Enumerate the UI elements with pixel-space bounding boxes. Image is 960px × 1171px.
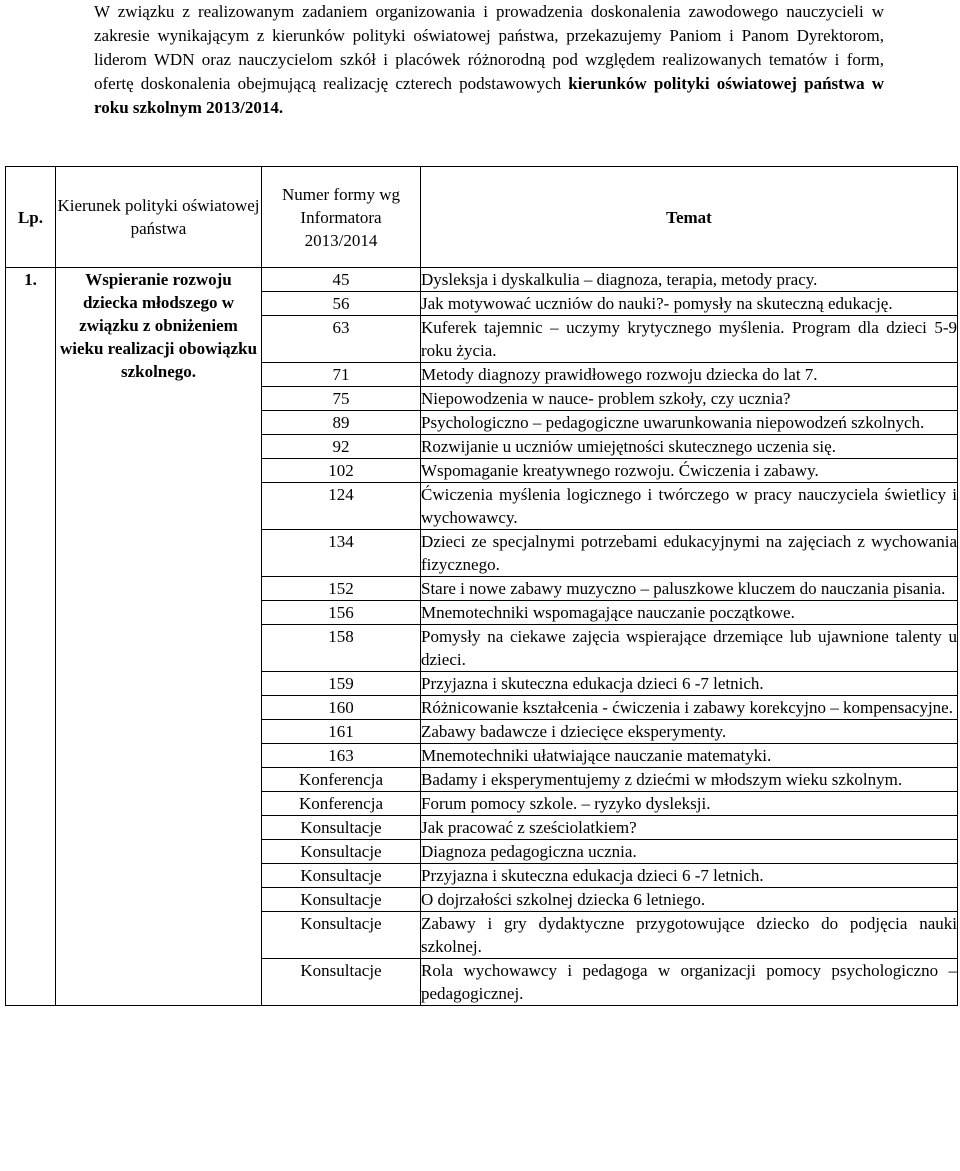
row-temat: Przyjazna i skuteczna edukacja dzieci 6 -7 letnich. [421, 672, 958, 696]
row-numer: 160 [262, 696, 421, 720]
row-numer: 75 [262, 387, 421, 411]
row-temat: Niepowodzenia w nauce- problem szkoły, czy ucznia? [421, 387, 958, 411]
row-temat: Badamy i eksperymentujemy z dziećmi w młodszym wieku szkolnym. [421, 768, 958, 792]
row-numer: 124 [262, 483, 421, 530]
row-temat: O dojrzałości szkolnej dziecka 6 letniego. [421, 888, 958, 912]
row-numer: 163 [262, 744, 421, 768]
section-lp: 1. [6, 268, 56, 1006]
row-numer: Konsultacje [262, 959, 421, 1006]
row-temat: Diagnoza pedagogiczna ucznia. [421, 840, 958, 864]
row-numer: Konferencja [262, 768, 421, 792]
row-temat: Psychologiczno – pedagogiczne uwarunkowania niepowodzeń szkolnych. [421, 411, 958, 435]
row-numer: Konsultacje [262, 912, 421, 959]
row-numer: Konsultacje [262, 816, 421, 840]
row-temat: Rozwijanie u uczniów umiejętności skutecznego uczenia się. [421, 435, 958, 459]
row-numer: 159 [262, 672, 421, 696]
row-numer: 161 [262, 720, 421, 744]
row-temat: Jak pracować z sześciolatkiem? [421, 816, 958, 840]
row-numer: Konferencja [262, 792, 421, 816]
row-numer: Konsultacje [262, 840, 421, 864]
row-numer: 89 [262, 411, 421, 435]
row-numer: Konsultacje [262, 864, 421, 888]
row-numer: 92 [262, 435, 421, 459]
row-numer: 156 [262, 601, 421, 625]
header-temat: Temat [421, 167, 958, 268]
row-temat: Ćwiczenia myślenia logicznego i twórczego w pracy nauczyciela świetlicy i wychowawcy. [421, 483, 958, 530]
row-numer: 56 [262, 292, 421, 316]
row-temat: Wspomaganie kreatywnego rozwoju. Ćwiczenia i zabawy. [421, 459, 958, 483]
row-temat: Dzieci ze specjalnymi potrzebami edukacyjnymi na zajęciach z wychowania fizycznego. [421, 530, 958, 577]
intro-text: W związku z realizowanym zadaniem organizowania i prowadzenia doskonalenia zawodowego nauczycieli w zakresie wynikającym z kierunków polityki oświatowej państwa, przekazujemy Paniom i Panom Dyrektorom, liderom WDN oraz nauczycielom szkół i placówek różnorodną pod względem realizowanych tematów i form, ofertę doskonalenia obejmującą realizację czterech podstawowych [94, 2, 884, 93]
row-temat: Jak motywować uczniów do nauki?- pomysły na skuteczną edukację. [421, 292, 958, 316]
row-numer: 134 [262, 530, 421, 577]
row-numer: 102 [262, 459, 421, 483]
offer-table [5, 166, 958, 1006]
header-kierunek: Kierunek polityki oświatowej państwa [56, 167, 262, 268]
header-lp: Lp. [6, 167, 56, 268]
row-temat: Zabawy i gry dydaktyczne przygotowujące dziecko do podjęcia nauki szkolnej. [421, 912, 958, 959]
intro-bold-text: kierunków polityki oświatowej państwa w roku szkolnym 2013/2014. [94, 74, 884, 117]
row-temat: Stare i nowe zabawy muzyczno – paluszkowe kluczem do nauczania pisania. [421, 577, 958, 601]
section-kierunek: Wspieranie rozwoju dziecka młodszego w związku z obniżeniem wieku realizacji obowiązku szkolnego. [56, 268, 262, 1006]
row-temat: Mnemotechniki wspomagające nauczanie początkowe. [421, 601, 958, 625]
table-row [6, 268, 958, 292]
row-numer: 63 [262, 316, 421, 363]
row-temat: Kuferek tajemnic – uczymy krytycznego myślenia. Program dla dzieci 5-9 roku życia. [421, 316, 958, 363]
row-temat: Metody diagnozy prawidłowego rozwoju dziecka do lat 7. [421, 363, 958, 387]
row-numer: 71 [262, 363, 421, 387]
row-numer: 45 [262, 268, 421, 292]
table-body [6, 268, 958, 1006]
intro-paragraph [94, 0, 884, 120]
row-temat: Mnemotechniki ułatwiające nauczanie matematyki. [421, 744, 958, 768]
row-temat: Różnicowanie kształcenia - ćwiczenia i zabawy korekcyjno – kompensacyjne. [421, 696, 958, 720]
row-temat: Przyjazna i skuteczna edukacja dzieci 6 -7 letnich. [421, 864, 958, 888]
table-header-row [6, 167, 958, 268]
row-temat: Forum pomocy szkole. – ryzyko dysleksji. [421, 792, 958, 816]
row-temat: Rola wychowawcy i pedagoga w organizacji pomocy psychologiczno –pedagogicznej. [421, 959, 958, 1006]
row-numer: Konsultacje [262, 888, 421, 912]
header-numer: Numer formy wg Informatora 2013/2014 [262, 167, 421, 268]
row-numer: 152 [262, 577, 421, 601]
row-temat: Dysleksja i dyskalkulia – diagnoza, terapia, metody pracy. [421, 268, 958, 292]
row-temat: Pomysły na ciekawe zajęcia wspierające drzemiące lub ujawnione talenty u dzieci. [421, 625, 958, 672]
row-temat: Zabawy badawcze i dziecięce eksperymenty. [421, 720, 958, 744]
row-numer: 158 [262, 625, 421, 672]
